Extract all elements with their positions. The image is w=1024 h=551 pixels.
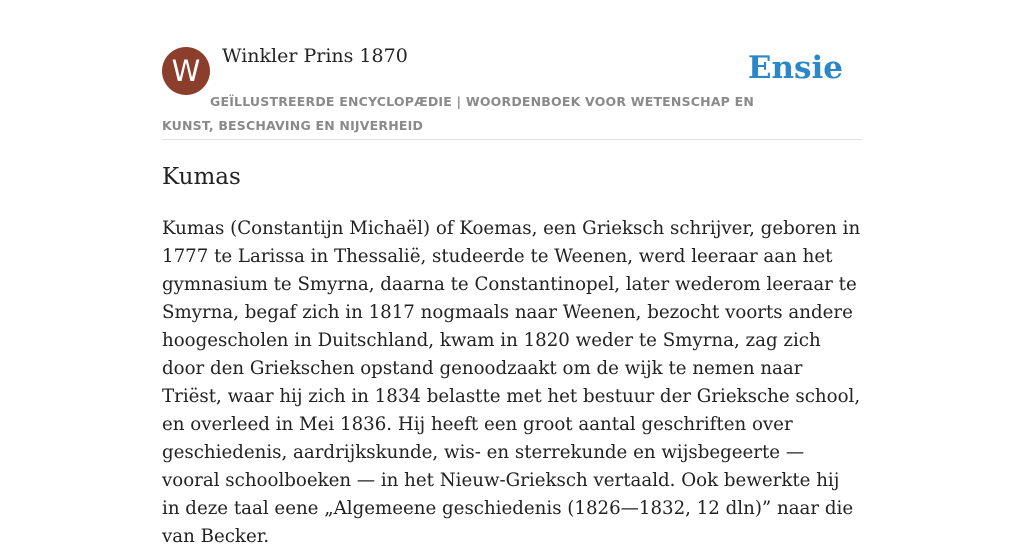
entry-body: Kumas (Constantijn Michaël) of Koemas, een Grieksch schrijver, geboren in 1777 te Larissa in Thessalië, studeerde te Weenen, werd leeraar aan het gymnasium te Smyrna, daarna te Constantinopel, later wederom leeraar te Smyrna, begaf zich in 1817 nogmaals naar Weenen, bezocht voorts andere hoogescholen in Duitschland, kwam in 1820 weder te Smyrna, zag zich door den Griekschen opstand genoodzaakt om de wijk te nemen naar Triëst, waar hij zich in 1834 belastte met het bestuur der Grieksche school, en overleed in Mei 1836. Hij heeft een groot aantal geschriften over geschiedenis, aardrijkskunde, wis- en sterrekunde en wijsbegeerte — vooral schoolboeken — in het Nieuw-Grieksch vertaald. Ook bewerkte hij in deze taal eene „Algemeene geschiedenis (1826—1832, 12 dln)” naar die van Becker. — [162, 218, 861, 547]
avatar-letter: W — [171, 53, 201, 88]
entry-headword: Kumas — [162, 164, 241, 190]
source-subtitle: GEÏLLUSTREERDE ENCYCLOPÆDIE | WOORDENBOEK VOOR WETENSCHAP EN KUNST, BESCHAVING EN NIJVERHEID — [162, 94, 755, 133]
header-divider — [162, 139, 862, 140]
brand-logo[interactable]: Ensie — [747, 50, 843, 86]
source-title-link[interactable]: Winkler Prins 1870 — [222, 45, 408, 67]
source-avatar[interactable] — [162, 47, 210, 95]
